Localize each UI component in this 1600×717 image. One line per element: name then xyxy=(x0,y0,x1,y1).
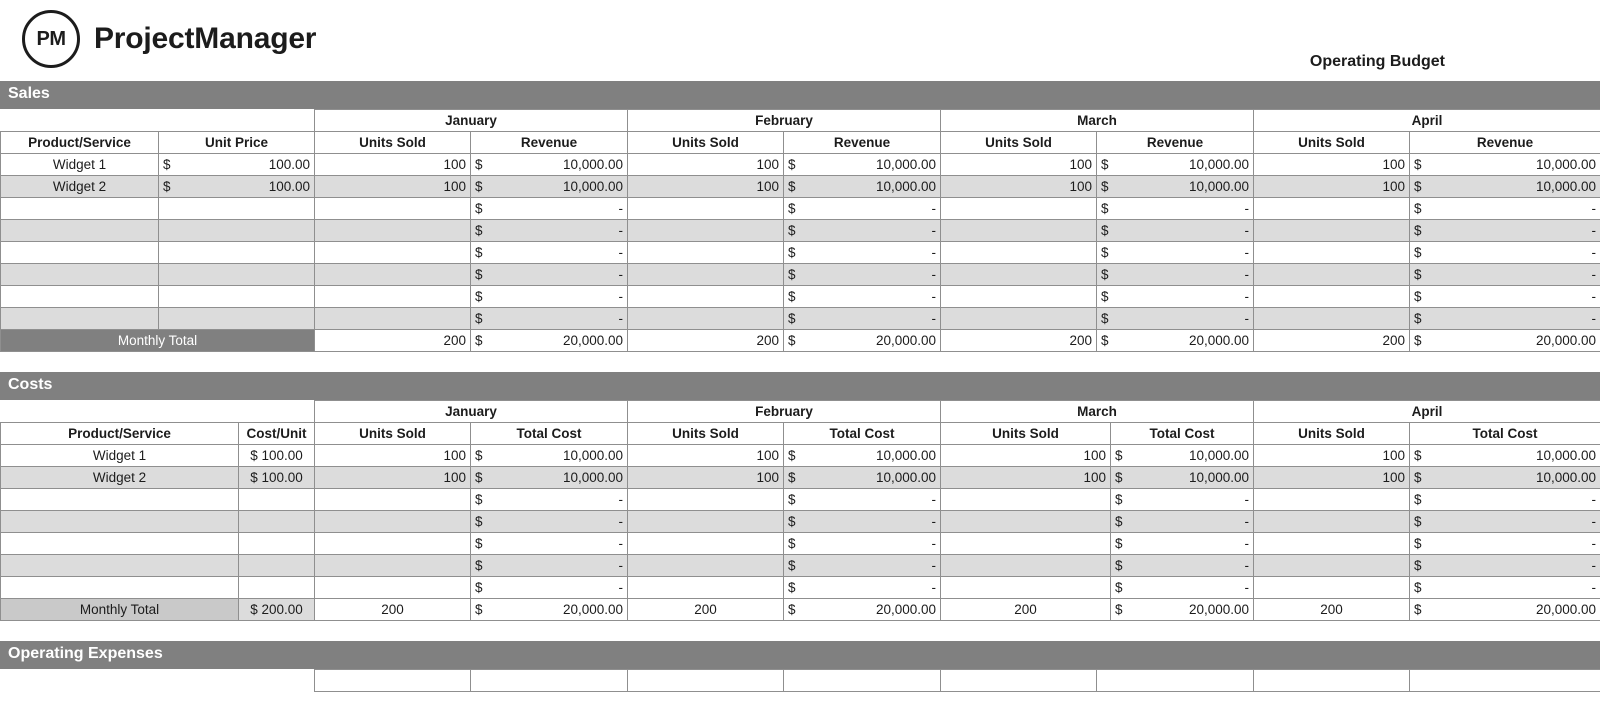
cell-total-mar[interactable]: $ 10,000.00 xyxy=(1111,445,1254,467)
cell-total-mar[interactable]: $ - xyxy=(1111,533,1254,555)
cell-revenue-feb[interactable]: $ 10,000.00 xyxy=(784,154,941,176)
cell-product[interactable] xyxy=(1,577,239,599)
cell-units-jan[interactable] xyxy=(315,286,471,308)
costs-total-units-mar: 200 xyxy=(941,599,1111,621)
cell-units-apr[interactable] xyxy=(1254,220,1410,242)
brand-logo xyxy=(22,10,316,68)
sales-total-revenue-jan: $ 20,000.00 xyxy=(471,330,628,352)
cell-revenue-mar[interactable]: $ 10,000.00 xyxy=(1097,176,1254,198)
cell-units-feb[interactable] xyxy=(628,555,784,577)
cell-total-apr[interactable]: $ - xyxy=(1410,489,1600,511)
cell-cost-unit[interactable]: $ 100.00 xyxy=(239,467,315,489)
cell-units-feb[interactable] xyxy=(628,577,784,599)
cell-revenue-mar[interactable]: $ 10,000.00 xyxy=(1097,154,1254,176)
cell-total-apr[interactable]: $ - xyxy=(1410,511,1600,533)
blank-cell xyxy=(158,670,314,692)
sales-total-units-mar: 200 xyxy=(941,330,1097,352)
cell-revenue-mar[interactable]: $ - xyxy=(1097,220,1254,242)
cell-units-apr[interactable] xyxy=(1254,577,1410,599)
cell-units-feb[interactable] xyxy=(628,220,784,242)
sales-col-product: Product/Service xyxy=(1,132,159,154)
cell-cost-unit[interactable] xyxy=(239,489,315,511)
costs-col-total-feb: Total Cost xyxy=(784,423,941,445)
cell-unit-price[interactable]: $ 100.00 xyxy=(159,176,315,198)
cell-total-feb[interactable]: $ - xyxy=(784,489,941,511)
costs-month-april: April xyxy=(1254,401,1600,423)
cell-total-feb[interactable]: $ - xyxy=(784,577,941,599)
cell-units-jan[interactable]: 100 xyxy=(315,176,471,198)
cell-revenue-jan[interactable]: $ - xyxy=(471,242,628,264)
cell-units-mar[interactable] xyxy=(941,264,1097,286)
costs-table xyxy=(0,400,1600,621)
blank-cell xyxy=(0,670,158,692)
sales-table xyxy=(0,109,1600,352)
costs-col-total-mar: Total Cost xyxy=(1111,423,1254,445)
cell-revenue-apr[interactable]: $ - xyxy=(1410,220,1600,242)
costs-total-label: Monthly Total xyxy=(1,599,239,621)
costs-total-total-feb: $ 20,000.00 xyxy=(784,599,941,621)
sales-col-revenue-apr: Revenue xyxy=(1410,132,1600,154)
cell-revenue-jan[interactable]: $ 10,000.00 xyxy=(471,176,628,198)
brand-name: ProjectManager xyxy=(94,22,317,55)
cell-revenue-jan[interactable]: $ 10,000.00 xyxy=(471,154,628,176)
blank-cell xyxy=(1,401,239,423)
table-row[interactable] xyxy=(1,242,1600,264)
sales-col-units-mar: Units Sold xyxy=(941,132,1097,154)
cell-units-apr[interactable] xyxy=(1254,555,1410,577)
cell-cost-unit[interactable] xyxy=(239,533,315,555)
table-row[interactable] xyxy=(1,445,1600,467)
costs-col-units-feb: Units Sold xyxy=(628,423,784,445)
blank-cell xyxy=(239,401,315,423)
cell-units-mar[interactable]: 100 xyxy=(941,467,1111,489)
costs-month-february: February xyxy=(628,401,941,423)
cell-units-feb[interactable] xyxy=(628,198,784,220)
cell-product[interactable]: Widget 2 xyxy=(1,467,239,489)
section-gap xyxy=(0,621,1600,640)
cell-total-mar[interactable]: $ - xyxy=(1111,555,1254,577)
cell-units-apr[interactable]: 100 xyxy=(1254,176,1410,198)
document-header xyxy=(0,0,1600,80)
cell-units-mar[interactable]: 100 xyxy=(941,154,1097,176)
sales-total-units-apr: 200 xyxy=(1254,330,1410,352)
cell-revenue-jan[interactable]: $ - xyxy=(471,264,628,286)
sales-col-revenue-jan: Revenue xyxy=(471,132,628,154)
cell-units-mar[interactable] xyxy=(941,511,1111,533)
cell-revenue-apr[interactable]: $ - xyxy=(1410,286,1600,308)
cell-revenue-apr[interactable]: $ 10,000.00 xyxy=(1410,154,1600,176)
blank-cell xyxy=(159,110,315,132)
table-row[interactable] xyxy=(1,154,1600,176)
cell-total-feb[interactable]: $ 10,000.00 xyxy=(784,467,941,489)
cell-units-mar[interactable]: 100 xyxy=(941,445,1111,467)
section-header-costs: Costs xyxy=(0,371,1600,400)
cell-units-jan[interactable] xyxy=(315,555,471,577)
blank-cell xyxy=(1,110,159,132)
cell-cost-unit[interactable] xyxy=(239,511,315,533)
cell-total-apr[interactable]: $ - xyxy=(1410,555,1600,577)
sales-col-revenue-mar: Revenue xyxy=(1097,132,1254,154)
cell-unit-price[interactable]: $ 100.00 xyxy=(159,154,315,176)
cell-units-feb[interactable] xyxy=(628,286,784,308)
sales-total-revenue-apr: $ 20,000.00 xyxy=(1410,330,1600,352)
table-row[interactable] xyxy=(1,467,1600,489)
cell-cost-unit[interactable] xyxy=(239,577,315,599)
cell-units-apr[interactable] xyxy=(1254,198,1410,220)
cell-empty[interactable] xyxy=(627,670,783,692)
cell-units-feb[interactable]: 100 xyxy=(628,176,784,198)
sales-month-april: April xyxy=(1254,110,1600,132)
table-row[interactable] xyxy=(1,511,1600,533)
cell-total-apr[interactable]: $ - xyxy=(1410,577,1600,599)
cell-units-feb[interactable] xyxy=(628,264,784,286)
cell-units-mar[interactable] xyxy=(941,555,1111,577)
cell-total-jan[interactable]: $ - xyxy=(471,511,628,533)
operating-expenses-table xyxy=(0,669,1600,692)
cell-total-apr[interactable]: $ 10,000.00 xyxy=(1410,467,1600,489)
cell-product[interactable] xyxy=(1,511,239,533)
section-header-operating-expenses: Operating Expenses xyxy=(0,640,1600,669)
cell-units-mar[interactable] xyxy=(941,308,1097,330)
cell-units-feb[interactable]: 100 xyxy=(628,445,784,467)
cell-revenue-feb[interactable]: $ - xyxy=(784,308,941,330)
costs-col-units-mar: Units Sold xyxy=(941,423,1111,445)
table-row[interactable] xyxy=(1,489,1600,511)
cell-units-apr[interactable]: 100 xyxy=(1254,154,1410,176)
costs-month-header-row xyxy=(1,401,1600,423)
cell-product[interactable]: Widget 2 xyxy=(1,176,159,198)
cell-revenue-apr[interactable]: $ - xyxy=(1410,264,1600,286)
cell-empty[interactable] xyxy=(314,670,470,692)
table-row[interactable] xyxy=(1,308,1600,330)
cell-units-apr[interactable]: 100 xyxy=(1254,467,1410,489)
cell-unit-price[interactable] xyxy=(159,220,315,242)
cell-units-feb[interactable] xyxy=(628,242,784,264)
cell-revenue-feb[interactable]: $ - xyxy=(784,286,941,308)
cell-units-feb[interactable] xyxy=(628,511,784,533)
cell-units-feb[interactable] xyxy=(628,489,784,511)
cell-product[interactable] xyxy=(1,198,159,220)
cell-total-mar[interactable]: $ 10,000.00 xyxy=(1111,467,1254,489)
costs-total-row xyxy=(1,599,1600,621)
cell-total-jan[interactable]: $ - xyxy=(471,489,628,511)
costs-total-cost-unit: $ 200.00 xyxy=(239,599,315,621)
cell-revenue-feb[interactable]: $ - xyxy=(784,242,941,264)
cell-unit-price[interactable] xyxy=(159,242,315,264)
cell-revenue-feb[interactable]: $ - xyxy=(784,220,941,242)
sales-col-unit-price: Unit Price xyxy=(159,132,315,154)
cell-units-feb[interactable]: 100 xyxy=(628,467,784,489)
cell-units-jan[interactable]: 100 xyxy=(315,445,471,467)
cell-units-jan[interactable] xyxy=(315,577,471,599)
costs-total-units-jan: 200 xyxy=(315,599,471,621)
cell-product[interactable]: Widget 1 xyxy=(1,154,159,176)
sales-total-revenue-mar: $ 20,000.00 xyxy=(1097,330,1254,352)
cell-total-mar[interactable]: $ - xyxy=(1111,511,1254,533)
cell-units-jan[interactable] xyxy=(315,511,471,533)
cell-units-mar[interactable] xyxy=(941,489,1111,511)
cell-empty[interactable] xyxy=(1409,670,1600,692)
cell-product[interactable] xyxy=(1,308,159,330)
costs-col-total-apr: Total Cost xyxy=(1410,423,1600,445)
costs-total-units-feb: 200 xyxy=(628,599,784,621)
cell-product[interactable] xyxy=(1,533,239,555)
cell-total-jan[interactable]: $ - xyxy=(471,577,628,599)
cell-units-mar[interactable] xyxy=(941,242,1097,264)
cell-product[interactable] xyxy=(1,555,239,577)
cell-empty[interactable] xyxy=(470,670,627,692)
cell-units-jan[interactable] xyxy=(315,533,471,555)
cell-unit-price[interactable] xyxy=(159,198,315,220)
cell-cost-unit[interactable] xyxy=(239,555,315,577)
cell-units-apr[interactable] xyxy=(1254,286,1410,308)
cell-empty[interactable] xyxy=(940,670,1096,692)
table-row[interactable] xyxy=(1,286,1600,308)
costs-total-units-apr: 200 xyxy=(1254,599,1410,621)
cell-units-apr[interactable] xyxy=(1254,264,1410,286)
cell-units-mar[interactable] xyxy=(941,286,1097,308)
operating-expenses-row[interactable] xyxy=(0,670,1600,692)
cell-product[interactable] xyxy=(1,264,159,286)
cell-revenue-mar[interactable]: $ - xyxy=(1097,286,1254,308)
cell-total-jan[interactable]: $ 10,000.00 xyxy=(471,467,628,489)
sales-col-units-feb: Units Sold xyxy=(628,132,784,154)
cell-empty[interactable] xyxy=(1096,670,1253,692)
sales-total-units-feb: 200 xyxy=(628,330,784,352)
sales-month-january: January xyxy=(315,110,628,132)
cell-total-mar[interactable]: $ - xyxy=(1111,489,1254,511)
cell-unit-price[interactable] xyxy=(159,308,315,330)
cell-total-feb[interactable]: $ - xyxy=(784,555,941,577)
table-row[interactable] xyxy=(1,533,1600,555)
cell-product[interactable]: Widget 1 xyxy=(1,445,239,467)
cell-revenue-jan[interactable]: $ - xyxy=(471,286,628,308)
sales-month-march: March xyxy=(941,110,1254,132)
cell-product[interactable] xyxy=(1,242,159,264)
cell-units-apr[interactable] xyxy=(1254,308,1410,330)
costs-total-total-jan: $ 20,000.00 xyxy=(471,599,628,621)
cell-units-mar[interactable] xyxy=(941,533,1111,555)
cell-total-mar[interactable]: $ - xyxy=(1111,577,1254,599)
costs-total-total-apr: $ 20,000.00 xyxy=(1410,599,1600,621)
costs-column-header-row xyxy=(1,423,1600,445)
cell-units-jan[interactable] xyxy=(315,198,471,220)
cell-units-apr[interactable] xyxy=(1254,533,1410,555)
cell-units-apr[interactable]: 100 xyxy=(1254,445,1410,467)
table-row[interactable] xyxy=(1,220,1600,242)
cell-total-feb[interactable]: $ - xyxy=(784,511,941,533)
cell-units-jan[interactable]: 100 xyxy=(315,467,471,489)
cell-empty[interactable] xyxy=(783,670,940,692)
cell-units-jan[interactable]: 100 xyxy=(315,154,471,176)
cell-revenue-mar[interactable]: $ - xyxy=(1097,242,1254,264)
cell-total-jan[interactable]: $ - xyxy=(471,533,628,555)
cell-units-apr[interactable] xyxy=(1254,489,1410,511)
cell-product[interactable] xyxy=(1,220,159,242)
cell-total-apr[interactable]: $ 10,000.00 xyxy=(1410,445,1600,467)
sales-column-header-row xyxy=(1,132,1600,154)
table-row[interactable] xyxy=(1,555,1600,577)
logo-initials: PM xyxy=(36,27,66,50)
cell-revenue-apr[interactable]: $ - xyxy=(1410,242,1600,264)
table-row[interactable] xyxy=(1,198,1600,220)
cell-units-feb[interactable] xyxy=(628,533,784,555)
sales-total-row xyxy=(1,330,1600,352)
costs-col-units-apr: Units Sold xyxy=(1254,423,1410,445)
section-header-sales: Sales xyxy=(0,80,1600,109)
sales-total-label: Monthly Total xyxy=(1,330,315,352)
cell-units-jan[interactable] xyxy=(315,489,471,511)
cell-revenue-mar[interactable]: $ - xyxy=(1097,308,1254,330)
cell-revenue-feb[interactable]: $ - xyxy=(784,198,941,220)
cell-revenue-apr[interactable]: $ - xyxy=(1410,308,1600,330)
cell-total-apr[interactable]: $ - xyxy=(1410,533,1600,555)
sales-col-revenue-feb: Revenue xyxy=(784,132,941,154)
cell-total-feb[interactable]: $ 10,000.00 xyxy=(784,445,941,467)
section-gap xyxy=(0,352,1600,371)
costs-month-january: January xyxy=(315,401,628,423)
cell-unit-price[interactable] xyxy=(159,286,315,308)
page-title: Operating Budget xyxy=(1309,53,1445,70)
cell-total-jan[interactable]: $ - xyxy=(471,555,628,577)
cell-units-feb[interactable]: 100 xyxy=(628,154,784,176)
cell-revenue-feb[interactable]: $ 10,000.00 xyxy=(784,176,941,198)
cell-units-jan[interactable] xyxy=(315,242,471,264)
sales-month-february: February xyxy=(628,110,941,132)
cell-units-jan[interactable] xyxy=(315,220,471,242)
cell-unit-price[interactable] xyxy=(159,264,315,286)
cell-cost-unit[interactable]: $ 100.00 xyxy=(239,445,315,467)
cell-units-jan[interactable] xyxy=(315,264,471,286)
cell-revenue-jan[interactable]: $ - xyxy=(471,220,628,242)
cell-units-jan[interactable] xyxy=(315,308,471,330)
table-row[interactable] xyxy=(1,264,1600,286)
cell-revenue-apr[interactable]: $ 10,000.00 xyxy=(1410,176,1600,198)
cell-units-feb[interactable] xyxy=(628,308,784,330)
sales-col-units-apr: Units Sold xyxy=(1254,132,1410,154)
cell-revenue-apr[interactable]: $ - xyxy=(1410,198,1600,220)
cell-units-mar[interactable] xyxy=(941,577,1111,599)
cell-revenue-mar[interactable]: $ - xyxy=(1097,264,1254,286)
cell-units-mar[interactable]: 100 xyxy=(941,176,1097,198)
cell-revenue-mar[interactable]: $ - xyxy=(1097,198,1254,220)
cell-units-apr[interactable] xyxy=(1254,242,1410,264)
cell-empty[interactable] xyxy=(1253,670,1409,692)
table-row[interactable] xyxy=(1,176,1600,198)
sales-total-revenue-feb: $ 20,000.00 xyxy=(784,330,941,352)
cell-product[interactable] xyxy=(1,489,239,511)
costs-col-cost-unit: Cost/Unit xyxy=(239,423,315,445)
cell-total-feb[interactable]: $ - xyxy=(784,533,941,555)
costs-total-total-mar: $ 20,000.00 xyxy=(1111,599,1254,621)
sales-total-units-jan: 200 xyxy=(315,330,471,352)
cell-units-mar[interactable] xyxy=(941,220,1097,242)
cell-units-apr[interactable] xyxy=(1254,511,1410,533)
sales-col-units-jan: Units Sold xyxy=(315,132,471,154)
cell-total-jan[interactable]: $ 10,000.00 xyxy=(471,445,628,467)
logo-circle-icon xyxy=(22,10,80,68)
cell-revenue-jan[interactable]: $ - xyxy=(471,198,628,220)
costs-month-march: March xyxy=(941,401,1254,423)
sales-month-header-row xyxy=(1,110,1600,132)
costs-col-total-jan: Total Cost xyxy=(471,423,628,445)
costs-col-units-jan: Units Sold xyxy=(315,423,471,445)
cell-revenue-feb[interactable]: $ - xyxy=(784,264,941,286)
cell-product[interactable] xyxy=(1,286,159,308)
cell-units-mar[interactable] xyxy=(941,198,1097,220)
costs-col-product: Product/Service xyxy=(1,423,239,445)
table-row[interactable] xyxy=(1,577,1600,599)
cell-revenue-jan[interactable]: $ - xyxy=(471,308,628,330)
